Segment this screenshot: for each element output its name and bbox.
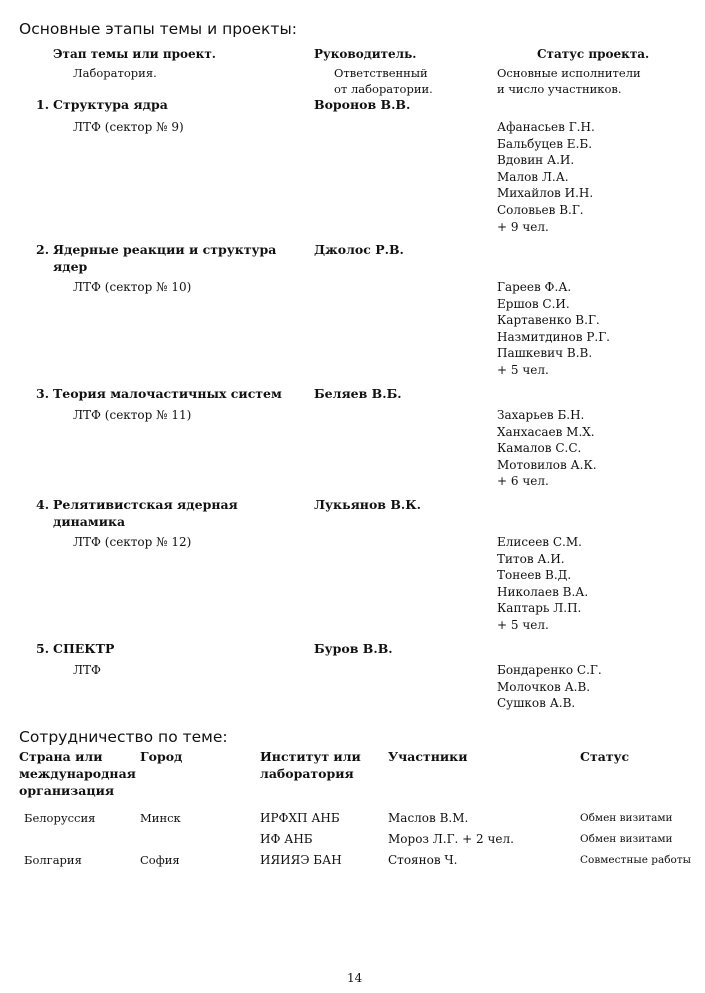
member: Мотовилов А.К.: [497, 457, 597, 472]
coop-institute: ИРФХП АНБ: [260, 811, 340, 825]
project-title: Теория малочастичных систем: [53, 386, 282, 401]
header-lab: Лаборатория.: [73, 66, 157, 80]
coop-institute: ИФ АНБ: [260, 832, 313, 846]
coop-status: Обмен визитами: [580, 833, 673, 845]
member: Назмитдинов Р.Г.: [497, 329, 610, 344]
project-number: 1.: [36, 97, 50, 112]
project-leader: Воронов В.В.: [314, 97, 411, 112]
member: Каптарь Л.П.: [497, 601, 582, 616]
project-lab: ЛТФ (сектор № 12): [73, 535, 192, 549]
coop-country: Белоруссия: [24, 811, 96, 825]
project-members: [497, 279, 610, 379]
header-coop-status: Статус: [580, 749, 630, 764]
member: Пашкевич В.В.: [497, 346, 593, 361]
member-count: + 5 чел.: [497, 617, 549, 632]
member: Гареев Ф.А.: [497, 280, 572, 294]
project-number: 3.: [36, 386, 50, 401]
header-status: Статус проекта.: [537, 47, 650, 61]
member: Молочков А.В.: [497, 679, 591, 694]
header-executors: Основные исполнители: [497, 66, 641, 80]
member: Сушков А.В.: [497, 696, 576, 711]
header-city: Город: [140, 749, 183, 764]
header-leader: Руководитель.: [314, 47, 417, 61]
member: Соловьев В.Г.: [497, 202, 584, 217]
project-title: Ядерные реакции и структура ядер: [53, 242, 277, 274]
member: Ершов С.И.: [497, 296, 570, 311]
member: Захарьев Б.Н.: [497, 408, 585, 422]
page-number: 14: [347, 971, 363, 985]
header-count: и число участников.: [497, 82, 622, 96]
project-lab: ЛТФ (сектор № 10): [73, 280, 192, 294]
coop-status: Совместные работы: [580, 854, 692, 866]
project-number: 2.: [36, 242, 50, 257]
member: Малов Л.А.: [497, 169, 569, 184]
header-institute-2: лаборатория: [260, 766, 354, 781]
project-members: [497, 119, 595, 235]
project-lab: ЛТФ: [73, 663, 101, 677]
header-institute: Институт или: [260, 749, 361, 764]
member: Бондаренко С.Г.: [497, 663, 602, 677]
project-title: Структура ядра: [53, 97, 168, 112]
project-members: [497, 662, 602, 712]
project-leader: Джолос Р.В.: [314, 242, 404, 257]
member: Николаев В.А.: [497, 584, 589, 599]
project-leader: Беляев В.Б.: [314, 386, 402, 401]
coop-city: Минск: [140, 811, 181, 825]
member: Елисеев С.М.: [497, 535, 582, 549]
coop-country: Болгария: [24, 853, 82, 867]
project-members: [497, 534, 588, 634]
coop-participants: Стоянов Ч.: [388, 853, 458, 867]
project-leader: Лукьянов В.К.: [314, 497, 421, 512]
project-title: Релятивистская ядерная динамика: [53, 497, 238, 529]
project-members: [497, 407, 597, 490]
member: Афанасьев Г.Н.: [497, 120, 595, 134]
member-count: + 9 чел.: [497, 219, 549, 234]
header-participants: Участники: [388, 749, 468, 764]
member: Камалов С.С.: [497, 441, 582, 456]
coop-city: София: [140, 853, 180, 867]
project-lab: ЛТФ (сектор № 11): [73, 408, 192, 422]
section-title-stages: Основные этапы темы и проекты:: [19, 20, 297, 38]
member: Титов А.И.: [497, 551, 565, 566]
header-stage: Этап темы или проект.: [53, 47, 216, 61]
coop-participants: Мороз Л.Г. + 2 чел.: [388, 832, 514, 846]
header-responsible: Ответственный: [334, 66, 428, 80]
project-number: 4.: [36, 497, 50, 512]
coop-participants: Маслов В.М.: [388, 811, 469, 825]
project-leader: Буров В.В.: [314, 641, 393, 656]
project-number: 5.: [36, 641, 50, 656]
project-lab: ЛТФ (сектор № 9): [73, 120, 184, 134]
header-country-3: организация: [19, 783, 115, 798]
member: Тонеев В.Д.: [497, 568, 572, 583]
member: Бальбуцев Е.Б.: [497, 136, 593, 151]
section-title-cooperation: Сотрудничество по теме:: [19, 728, 228, 746]
member: Картавенко В.Г.: [497, 313, 600, 328]
project-title: СПЕКТР: [53, 641, 115, 656]
coop-status: Обмен визитами: [580, 812, 673, 824]
member: Ханхасаев М.Х.: [497, 424, 595, 439]
header-from-lab: от лаборатории.: [334, 82, 433, 96]
header-country: Страна или: [19, 749, 103, 764]
member: Михайлов И.Н.: [497, 186, 594, 201]
member-count: + 5 чел.: [497, 362, 549, 377]
header-country-2: международная: [19, 766, 136, 781]
member-count: + 6 чел.: [497, 474, 549, 489]
coop-institute: ИЯИЯЭ БАН: [260, 853, 342, 867]
member: Вдовин А.И.: [497, 153, 575, 168]
